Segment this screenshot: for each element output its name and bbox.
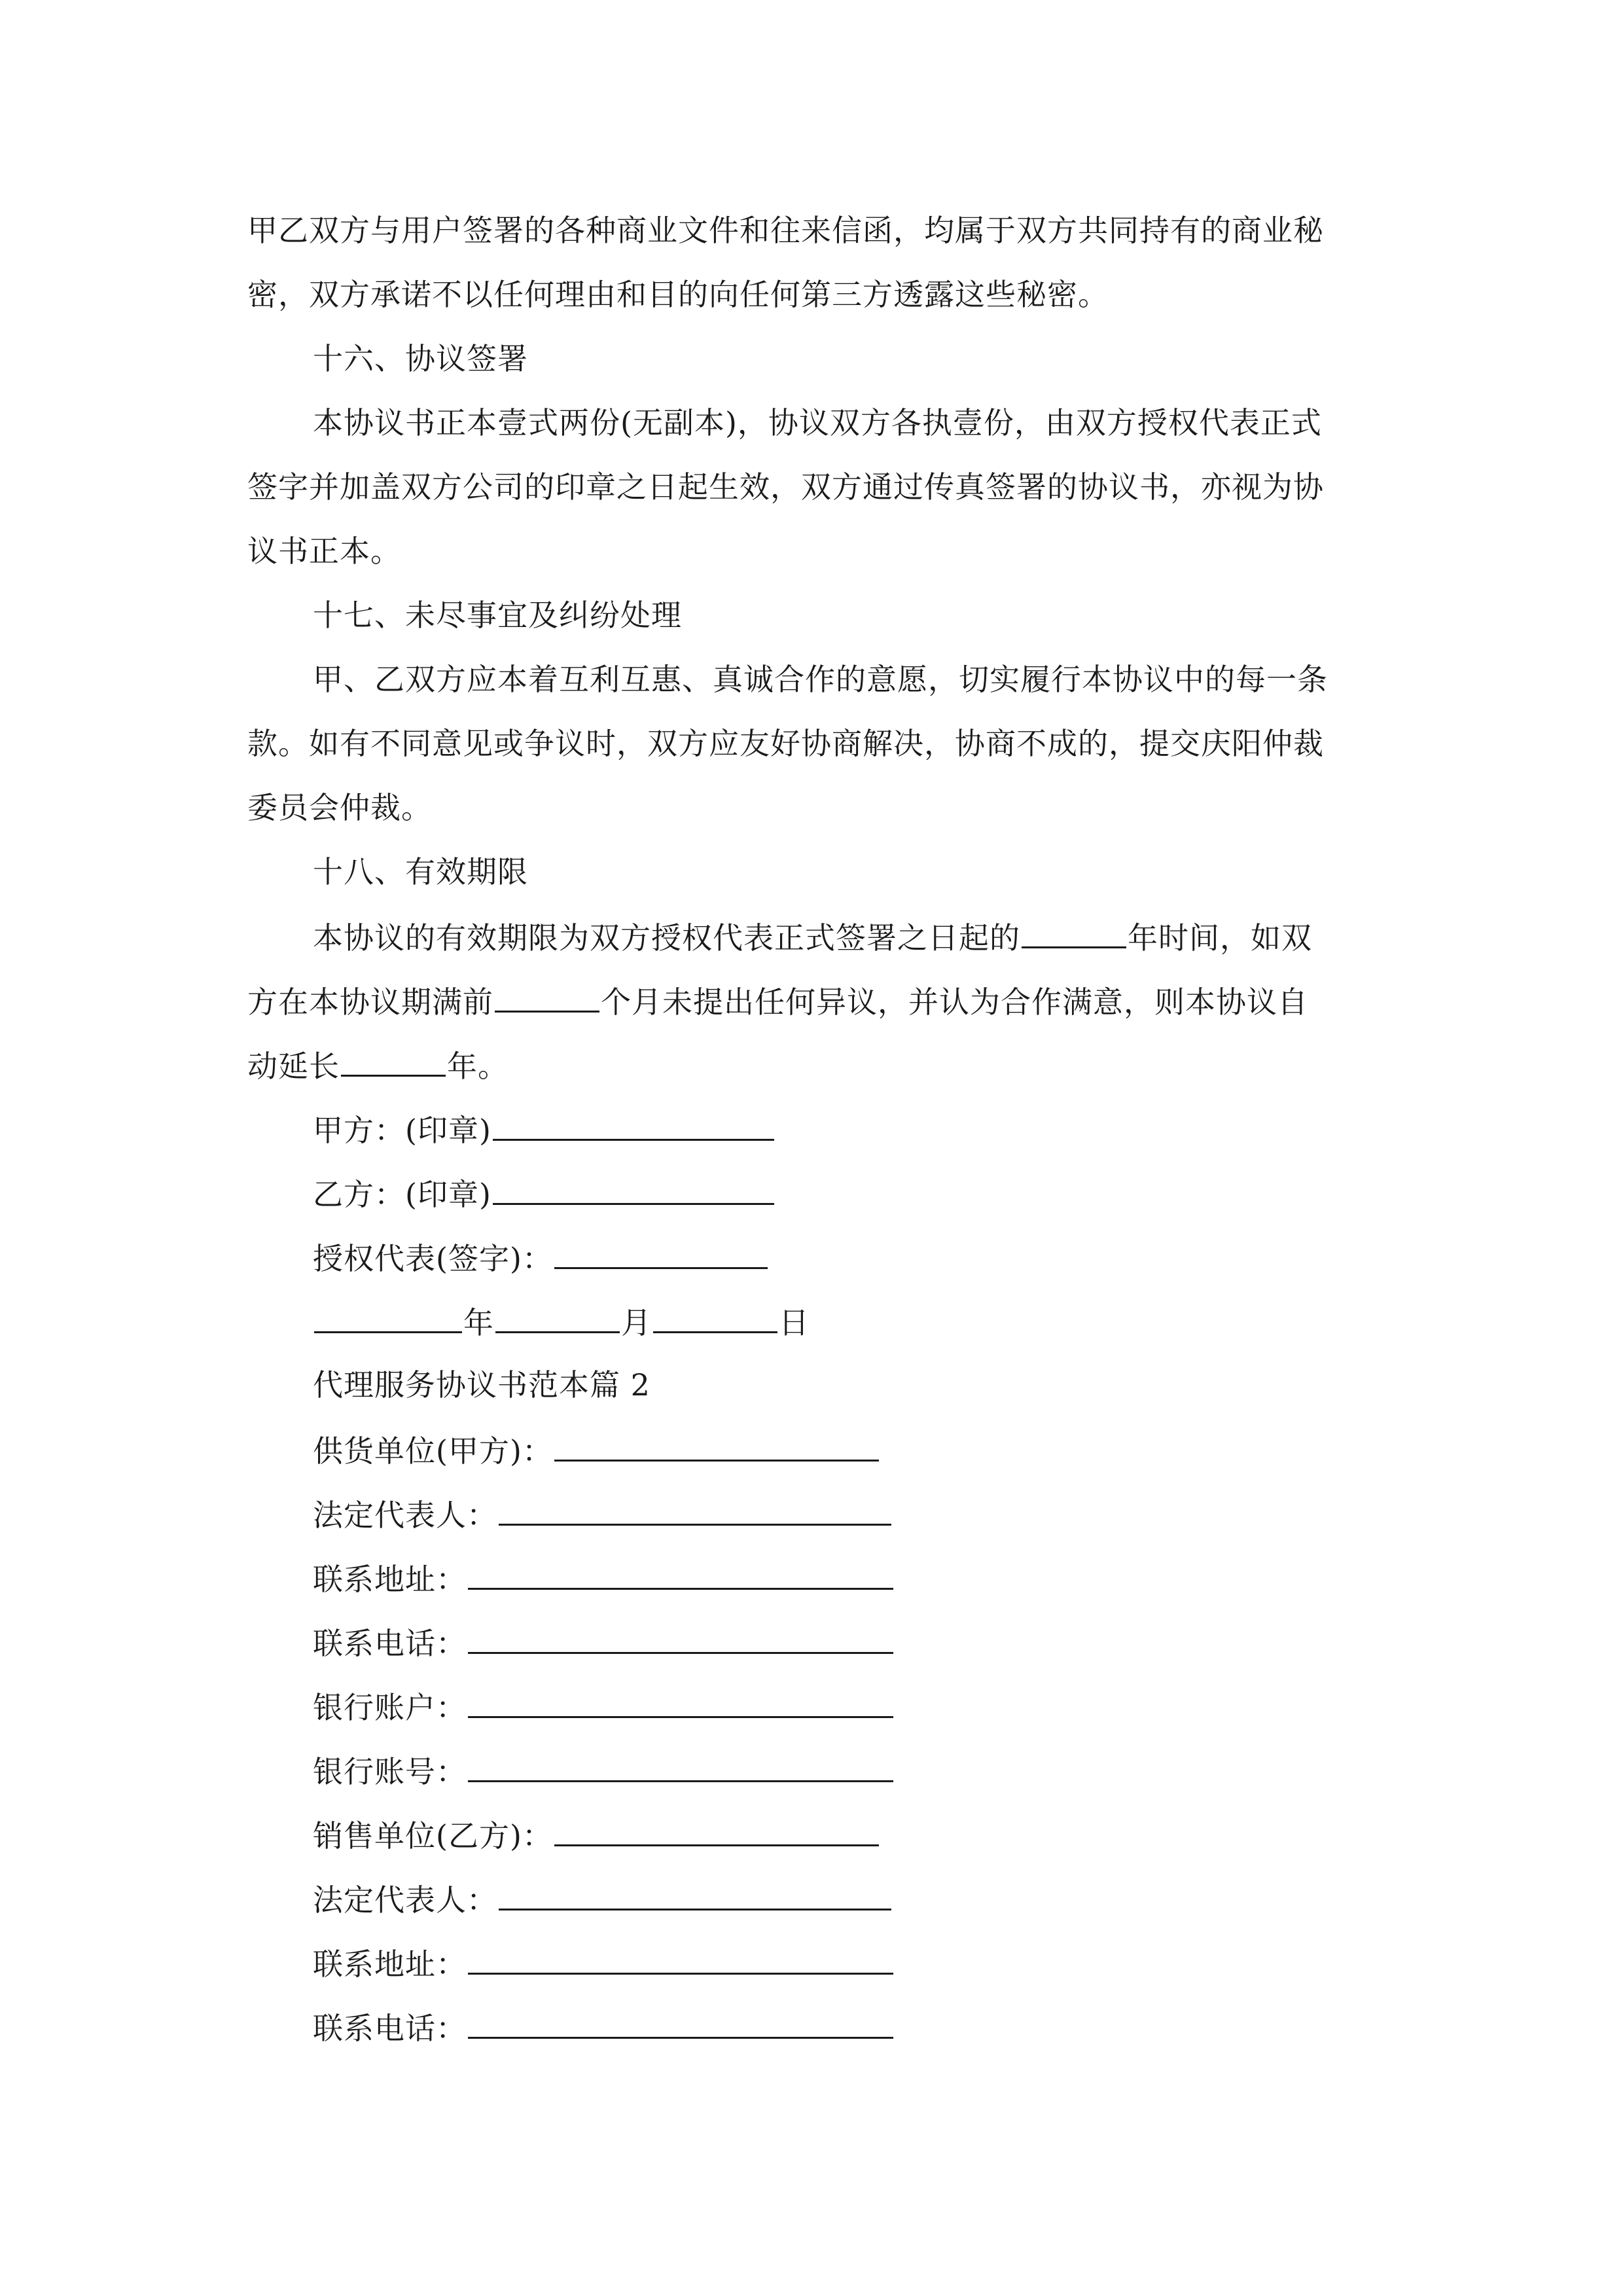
form-row-bank-number-a: [313, 1750, 895, 1791]
address-b-field[interactable]: [468, 1943, 893, 1975]
heading-sixteen: 十六、协议签署: [313, 341, 528, 376]
phone-b-field[interactable]: [468, 2007, 893, 2039]
signature-party-a-blank[interactable]: [493, 1109, 774, 1141]
date-year-label: 年: [463, 1305, 494, 1340]
signature-party-b-label: 乙方：(印章): [313, 1177, 491, 1212]
form-row-address-b: [313, 1943, 895, 1984]
signature-party-b-blank[interactable]: [493, 1173, 774, 1205]
paragraph-signing-line-1: 本协议书正本壹式两份(无副本)，协议双方各执壹份，由双方授权代表正式: [313, 405, 1322, 440]
date-month-blank[interactable]: [495, 1301, 620, 1333]
signature-party-b-row: [313, 1173, 776, 1214]
address-a-label: 联系地址：: [313, 1562, 467, 1597]
signature-party-a-label: 甲方：(印章): [313, 1113, 491, 1148]
form-row-legal-rep-a: [313, 1494, 893, 1535]
form-row-bank-account-a: [313, 1686, 895, 1727]
paragraph-signing-line-3: 议书正本。: [247, 533, 401, 569]
phone-a-field[interactable]: [468, 1622, 893, 1654]
seller-label: 销售单位(乙方)：: [313, 1818, 553, 1854]
paragraph-dispute-line-1: 甲、乙双方应本着互利互惠、真诚合作的意愿，切实履行本协议中的每一条: [313, 662, 1328, 697]
supplier-field[interactable]: [554, 1429, 879, 1462]
paragraph-confidentiality-line-2: 密，双方承诺不以任何理由和目的向任何第三方透露这些秘密。: [247, 277, 1109, 312]
heading-eighteen: 十八、有效期限: [313, 854, 528, 889]
form-row-legal-rep-b: [313, 1878, 893, 1920]
paragraph-term-line-2: [247, 980, 1308, 1022]
paragraph-dispute-line-3: 委员会仲裁。: [247, 790, 432, 825]
bank-number-a-field[interactable]: [468, 1750, 893, 1782]
section-two-title: 代理服务协议书范本篇 2: [313, 1367, 651, 1403]
form-row-phone-b: [313, 2007, 895, 2048]
legal-rep-a-field[interactable]: [499, 1494, 891, 1526]
bank-account-a-field[interactable]: [468, 1686, 893, 1718]
bank-account-a-label: 银行账户：: [313, 1690, 467, 1725]
legal-rep-b-label: 法定代表人：: [313, 1882, 497, 1918]
paragraph-term-line-1: [313, 916, 1312, 958]
signature-representative-label: 授权代表(签字)：: [313, 1241, 553, 1276]
paragraph-confidentiality-line-1: 甲乙双方与用户签署的各种商业文件和往来信函，均属于双方共同持有的商业秘: [247, 213, 1324, 248]
paragraph-signing-line-2: 签字并加盖双方公司的印章之日起生效，双方通过传真签署的协议书，亦视为协: [247, 469, 1324, 505]
legal-rep-b-field[interactable]: [499, 1878, 891, 1910]
term-text-1a: 本协议的有效期限为双方授权代表正式签署之日起的: [313, 920, 1020, 956]
legal-rep-a-label: 法定代表人：: [313, 1498, 497, 1533]
heading-seventeen: 十七、未尽事宜及纠纷处理: [313, 598, 682, 633]
paragraph-term-line-3: [247, 1045, 508, 1086]
term-text-3a: 动延长: [247, 1049, 340, 1084]
signature-representative-blank[interactable]: [554, 1237, 768, 1269]
term-text-2a: 方在本协议期满前: [247, 984, 493, 1020]
form-row-phone-a: [313, 1622, 895, 1663]
signature-party-a-row: [313, 1109, 776, 1150]
phone-b-label: 联系电话：: [313, 2011, 467, 2046]
form-row-supplier: [313, 1429, 880, 1471]
supplier-label: 供货单位(甲方)：: [313, 1433, 553, 1469]
date-day-label: 日: [779, 1305, 810, 1340]
form-row-address-a: [313, 1558, 895, 1599]
term-text-3b: 年。: [447, 1049, 508, 1084]
date-year-blank[interactable]: [314, 1301, 462, 1333]
address-b-label: 联系地址：: [313, 1946, 467, 1982]
paragraph-dispute-line-2: 款。如有不同意见或争议时，双方应友好协商解决，协商不成的，提交庆阳仲裁: [247, 726, 1324, 761]
term-text-1b: 年时间，如双: [1128, 920, 1312, 956]
address-a-field[interactable]: [468, 1558, 893, 1590]
term-years-blank[interactable]: [1022, 916, 1126, 948]
seller-field[interactable]: [554, 1814, 879, 1846]
date-month-label: 月: [621, 1305, 652, 1340]
term-text-2b: 个月未提出任何异议，并认为合作满意，则本协议自: [601, 984, 1308, 1020]
date-day-blank[interactable]: [653, 1301, 777, 1333]
signature-date-row: [313, 1301, 810, 1342]
form-row-seller: [313, 1814, 880, 1856]
bank-number-a-label: 银行账号：: [313, 1754, 467, 1789]
signature-representative-row: [313, 1237, 769, 1278]
term-months-blank[interactable]: [495, 980, 599, 1013]
term-extension-blank[interactable]: [341, 1045, 446, 1077]
phone-a-label: 联系电话：: [313, 1626, 467, 1661]
